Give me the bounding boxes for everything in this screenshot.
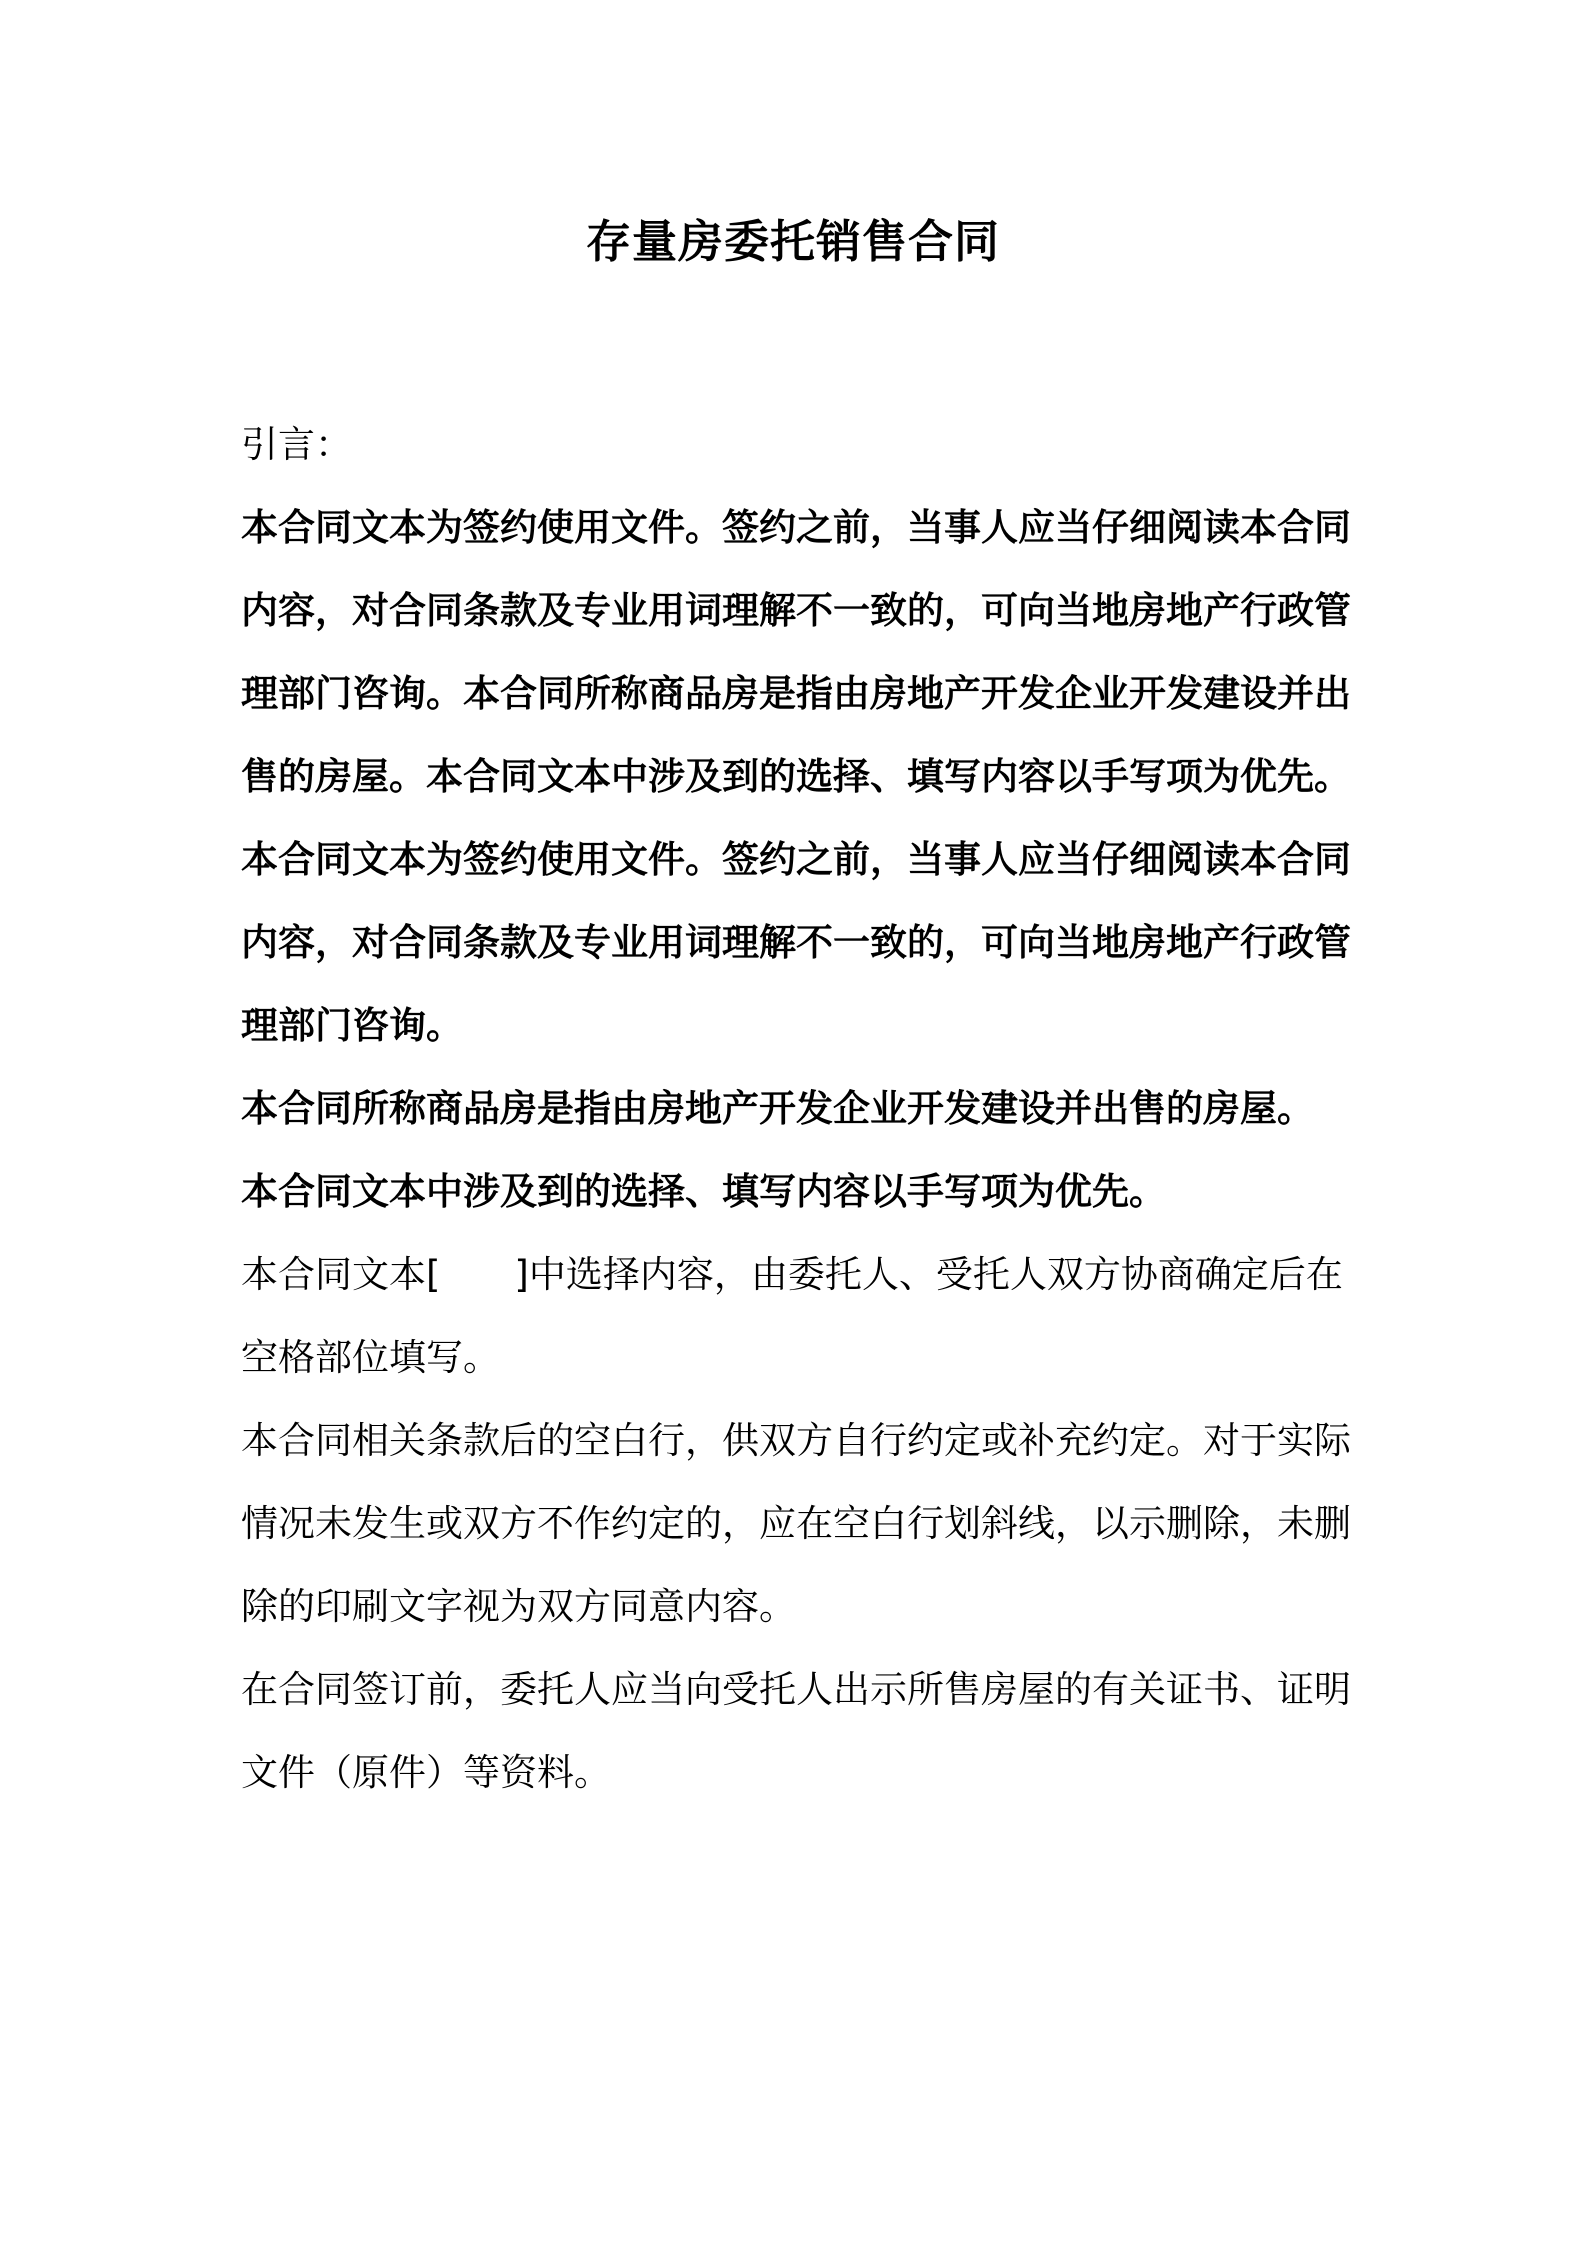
body-line: 理部门咨询。: [241, 1004, 463, 1047]
body-line: 本合同文本为签约使用文件。签约之前，当事人应当仔细阅读本合同: [241, 838, 1351, 881]
body-line: 内容，对合同条款及专业用词理解不一致的，可向当地房地产行政管: [241, 589, 1351, 632]
document-title: 存量房委托销售合同: [585, 215, 1000, 268]
body-line: 文件（原件）等资料。: [241, 1751, 611, 1794]
body-line: 内容，对合同条款及专业用词理解不一致的，可向当地房地产行政管: [241, 921, 1351, 964]
body-line: 理部门咨询。本合同所称商品房是指由房地产开发企业开发建设并出: [241, 672, 1351, 715]
body-line: 本合同文本[ ]中选择内容，由委托人、受托人双方协商确定后在: [241, 1253, 1343, 1296]
body-line: 本合同所称商品房是指由房地产开发企业开发建设并出售的房屋。: [241, 1087, 1314, 1130]
body-line: 本合同相关条款后的空白行，供双方自行约定或补充约定。对于实际: [241, 1419, 1351, 1462]
document-body: [241, 403, 1361, 1814]
body-line: 除的印刷文字视为双方同意内容。: [241, 1585, 796, 1628]
body-line: 情况未发生或双方不作约定的，应在空白行划斜线，以示删除，未删: [241, 1502, 1351, 1545]
body-line: 售的房屋。本合同文本中涉及到的选择、填写内容以手写项为优先。: [241, 755, 1351, 798]
body-line: 本合同文本中涉及到的选择、填写内容以手写项为优先。: [241, 1170, 1166, 1213]
body-line: 空格部位填写。: [241, 1336, 500, 1379]
body-line: 本合同文本为签约使用文件。签约之前，当事人应当仔细阅读本合同: [241, 506, 1351, 549]
body-line: 在合同签订前，委托人应当向受托人出示所售房屋的有关证书、证明: [241, 1668, 1351, 1711]
intro-label: 引言：: [241, 423, 352, 466]
